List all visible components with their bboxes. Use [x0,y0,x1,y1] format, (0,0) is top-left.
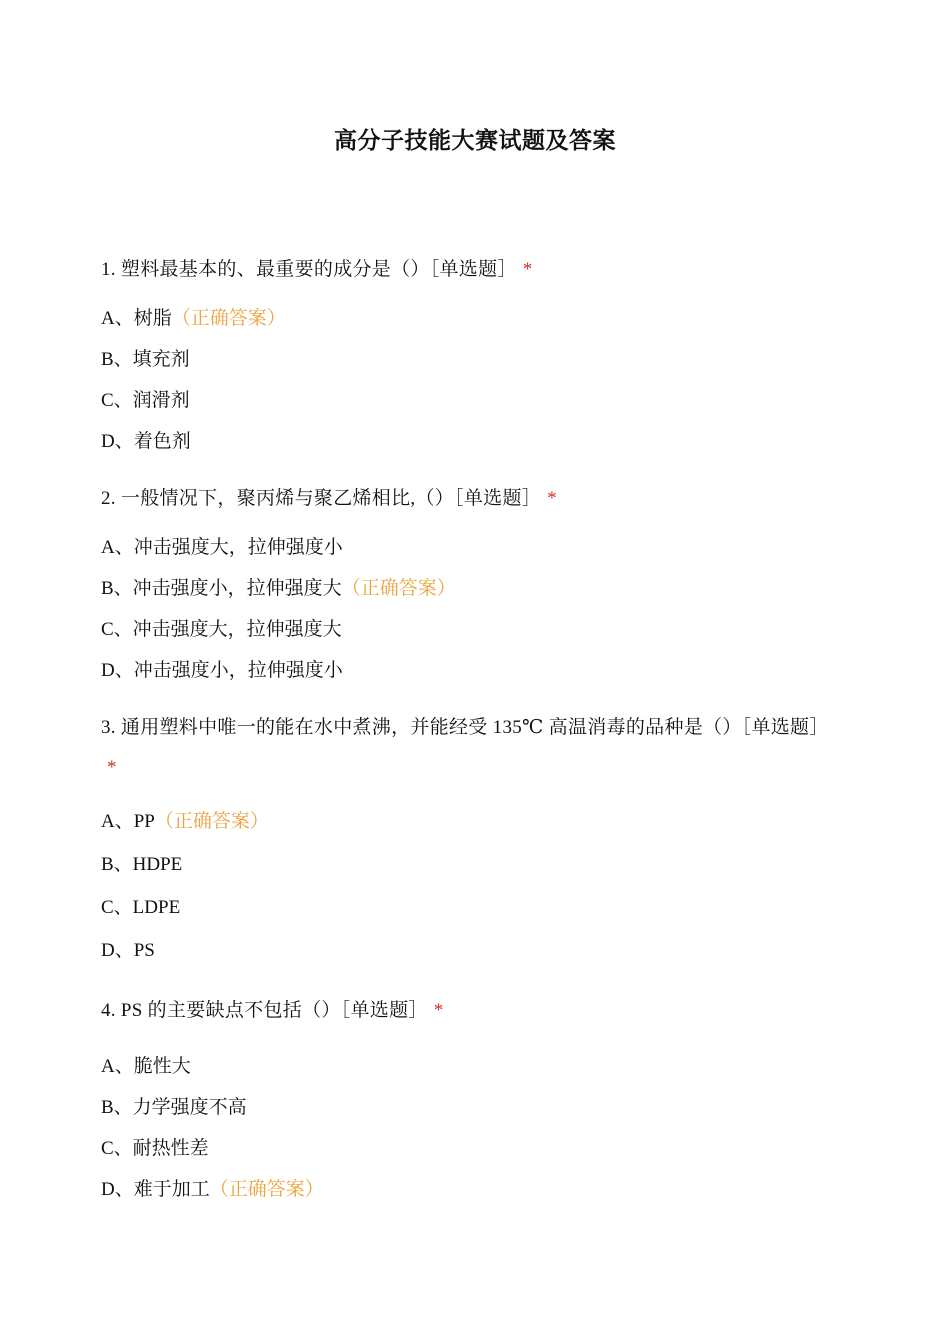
question-3-option-d [101,938,155,964]
question-1-option-b [101,347,190,373]
question-3-option-c [101,895,180,921]
option-text: C、润滑剂 [101,390,190,411]
option-text: D、难于加工 [101,1179,210,1200]
required-mark: * [522,259,533,280]
question-stem-text: 4. PS 的主要缺点不包括（）［单选题］ [101,1000,428,1021]
question-stem-text: 2. 一般情况下，聚丙烯与聚乙烯相比,（）［单选题］ [101,488,542,509]
required-mark: * [547,488,557,509]
question-4-option-d [101,1177,324,1203]
option-text: A、脆性大 [101,1056,191,1077]
option-text: D、着色剂 [101,431,191,452]
question-1-option-d [101,429,191,455]
option-text: C、LDPE [101,897,181,918]
option-text: B、力学强度不高 [101,1097,247,1118]
document-title: 高分子技能大赛试题及答案 [334,128,616,154]
option-text: C、冲击强度大，拉伸强度大 [101,619,342,640]
required-mark: * [433,1000,444,1021]
option-text: D、冲击强度小，拉伸强度小 [101,660,343,681]
question-stem-text: 1. 塑料最基本的、最重要的成分是（）［单选题］ [101,259,517,280]
option-text: A、冲击强度大，拉伸强度小 [101,537,343,558]
correct-answer-label: （正确答案） [171,308,286,329]
question-3-option-b [101,852,182,878]
question-stem-text: 3. 通用塑料中唯一的能在水中煮沸，并能经受 135℃ 高温消毒的品种是（）［单选题］ [101,717,829,738]
question-3-stem [101,708,841,788]
question-1-option-a [101,306,286,332]
correct-answer-label: （正确答案） [154,811,269,832]
question-1-option-c [101,388,190,414]
question-4-option-b [101,1095,247,1121]
question-1-stem [101,257,532,283]
question-4-option-a [101,1054,191,1080]
option-text: B、HDPE [101,854,183,875]
option-text: B、冲击强度小，拉伸强度大 [101,578,342,599]
correct-answer-label: （正确答案） [341,578,456,599]
question-2-option-a [101,535,343,561]
question-2-option-d [101,658,343,684]
question-4-option-c [101,1136,209,1162]
option-text: B、填充剂 [101,349,190,370]
question-3-option-a [101,809,269,835]
option-text: A、PP [101,811,155,832]
question-2-option-c [101,617,342,643]
question-4-stem [101,998,443,1024]
question-2-stem [101,486,557,512]
option-text: A、树脂 [101,308,172,329]
option-text: D、PS [101,940,155,961]
option-text: C、耐热性差 [101,1138,209,1159]
question-2-option-b [101,576,456,602]
correct-answer-label: （正确答案） [209,1179,324,1200]
required-mark: * [107,757,117,778]
